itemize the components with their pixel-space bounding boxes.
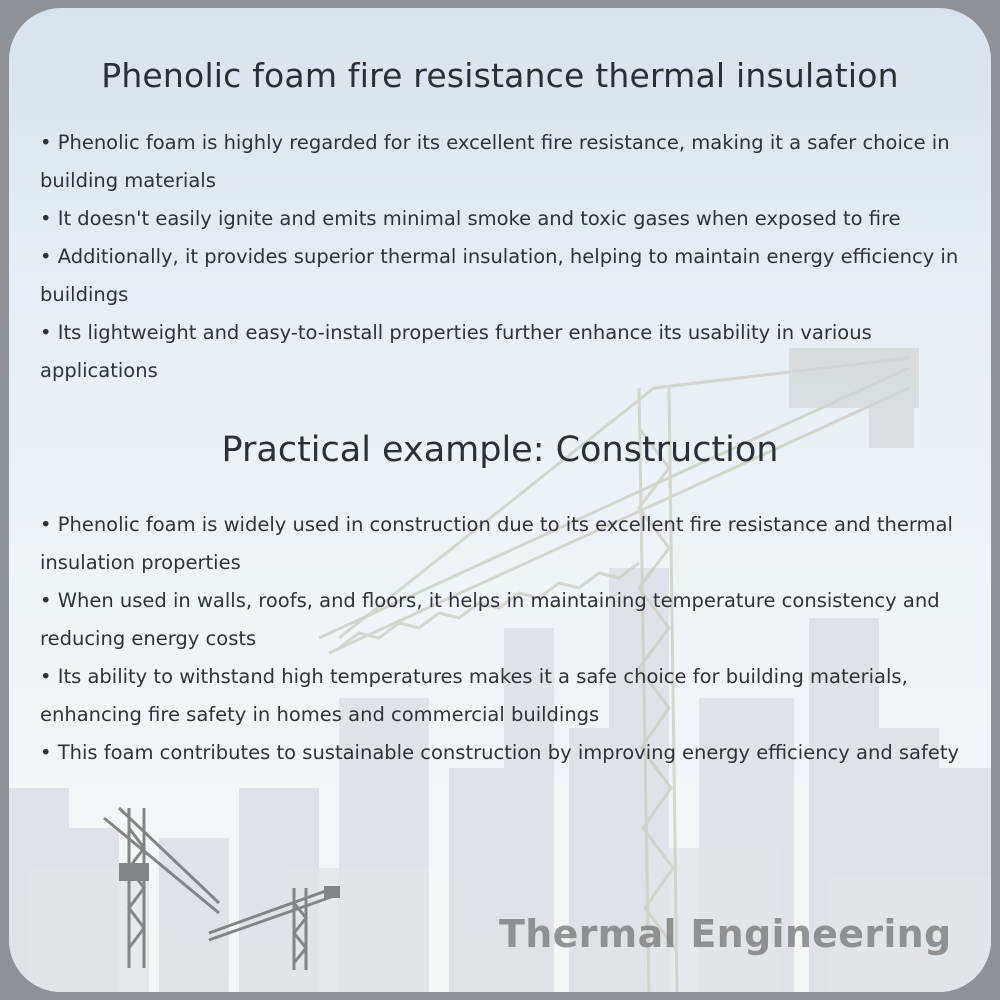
list-item: • Additionally, it provides superior thermal insulation, helping to maintain energy efficiency in buildings (40, 245, 959, 306)
content-area (9, 8, 991, 992)
list-item: • Its ability to withstand high temperatures makes it a safe choice for building materials, enhancing fire safety in homes and commercial buildings (40, 665, 908, 726)
fire-resistance-bullet-list (40, 124, 970, 390)
section-heading: Practical example: Construction (221, 430, 779, 470)
list-item: • This foam contributes to sustainable construction by improving energy efficiency and safety (40, 741, 960, 764)
brand-watermark: Thermal Engineering (499, 912, 952, 956)
list-item: • Phenolic foam is widely used in construction due to its excellent fire resistance and thermal insulation properties (40, 513, 953, 574)
list-item: • Its lightweight and easy-to-install properties further enhance its usability in various applications (40, 321, 872, 382)
construction-bullet-list (40, 506, 970, 772)
list-item: • When used in walls, roofs, and floors, it helps in maintaining temperature consistency and reducing energy costs (40, 589, 940, 650)
infographic-card (9, 8, 991, 992)
list-item: • Phenolic foam is highly regarded for its excellent fire resistance, making it a safer choice in building materials (40, 131, 950, 192)
page-title: Phenolic foam fire resistance thermal insulation (101, 56, 899, 95)
list-item: • It doesn't easily ignite and emits minimal smoke and toxic gases when exposed to fire (40, 207, 901, 230)
